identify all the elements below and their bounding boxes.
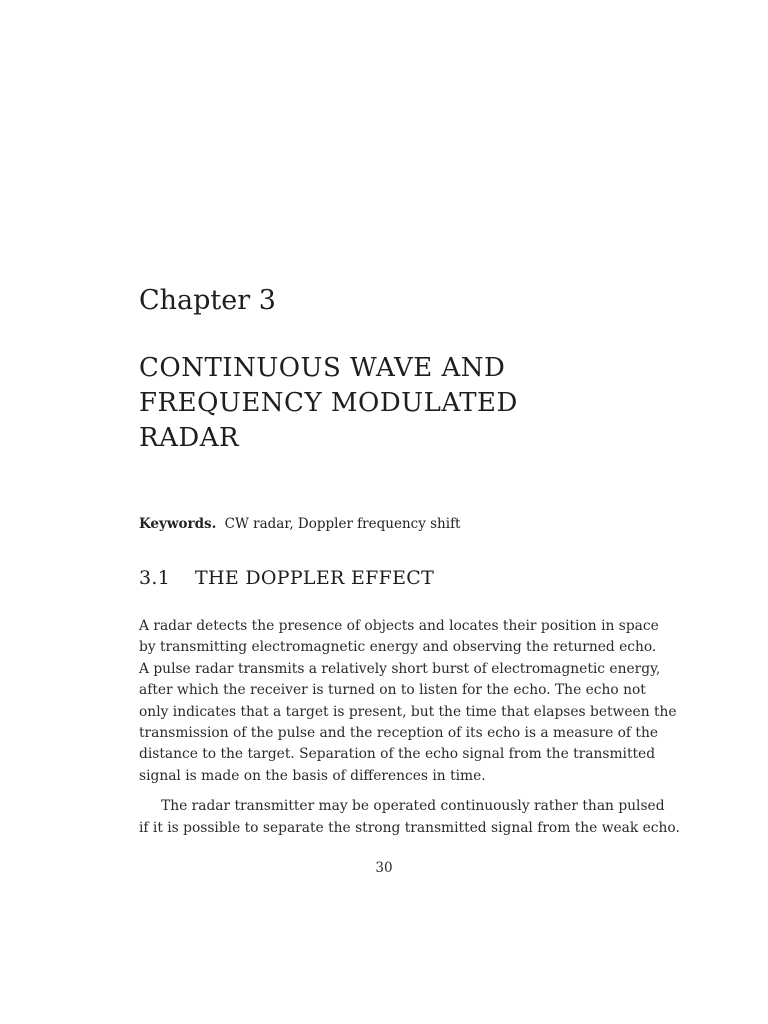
chapter-title-line: FREQUENCY MODULATED — [139, 388, 518, 418]
paragraph — [139, 616, 677, 787]
keywords-label: Keywords. — [139, 516, 217, 532]
chapter-title — [139, 351, 639, 456]
section-number: 3.1 — [139, 567, 171, 589]
paragraph — [139, 796, 680, 839]
text-line: only indicates that a target is present, but the time that elapses between the — [139, 703, 677, 720]
text-line: A pulse radar transmits a relatively short burst of electromagnetic energy, — [139, 660, 661, 677]
text-line: transmission of the pulse and the reception of its echo is a measure of the — [139, 724, 659, 741]
text-line: by transmitting electromagnetic energy and observing the returned echo. — [139, 639, 657, 656]
chapter-title-line: RADAR — [139, 423, 240, 453]
text-line: if it is possible to separate the strong transmitted signal from the weak echo. — [139, 819, 680, 836]
page-number: 30 — [375, 860, 393, 876]
chapter-label: Chapter 3 — [139, 285, 276, 316]
text-line: The radar transmitter may be operated continuously rather than pulsed — [161, 798, 665, 815]
text-line: A radar detects the presence of objects and locates their position in space — [139, 618, 659, 634]
text-line: distance to the target. Separation of the echo signal from the transmitted — [139, 746, 656, 763]
chapter-title-line: CONTINUOUS WAVE AND — [139, 353, 506, 383]
section-title: THE DOPPLER EFFECT — [195, 567, 435, 589]
text-line: after which the receiver is turned on to listen for the echo. The echo not — [139, 682, 646, 699]
section-heading — [139, 565, 434, 591]
body-text — [139, 616, 680, 839]
keywords-text: CW radar, Doppler frequency shift — [224, 516, 461, 532]
text-line: signal is made on the basis of differences in time. — [139, 767, 486, 784]
keywords-line — [139, 514, 460, 534]
